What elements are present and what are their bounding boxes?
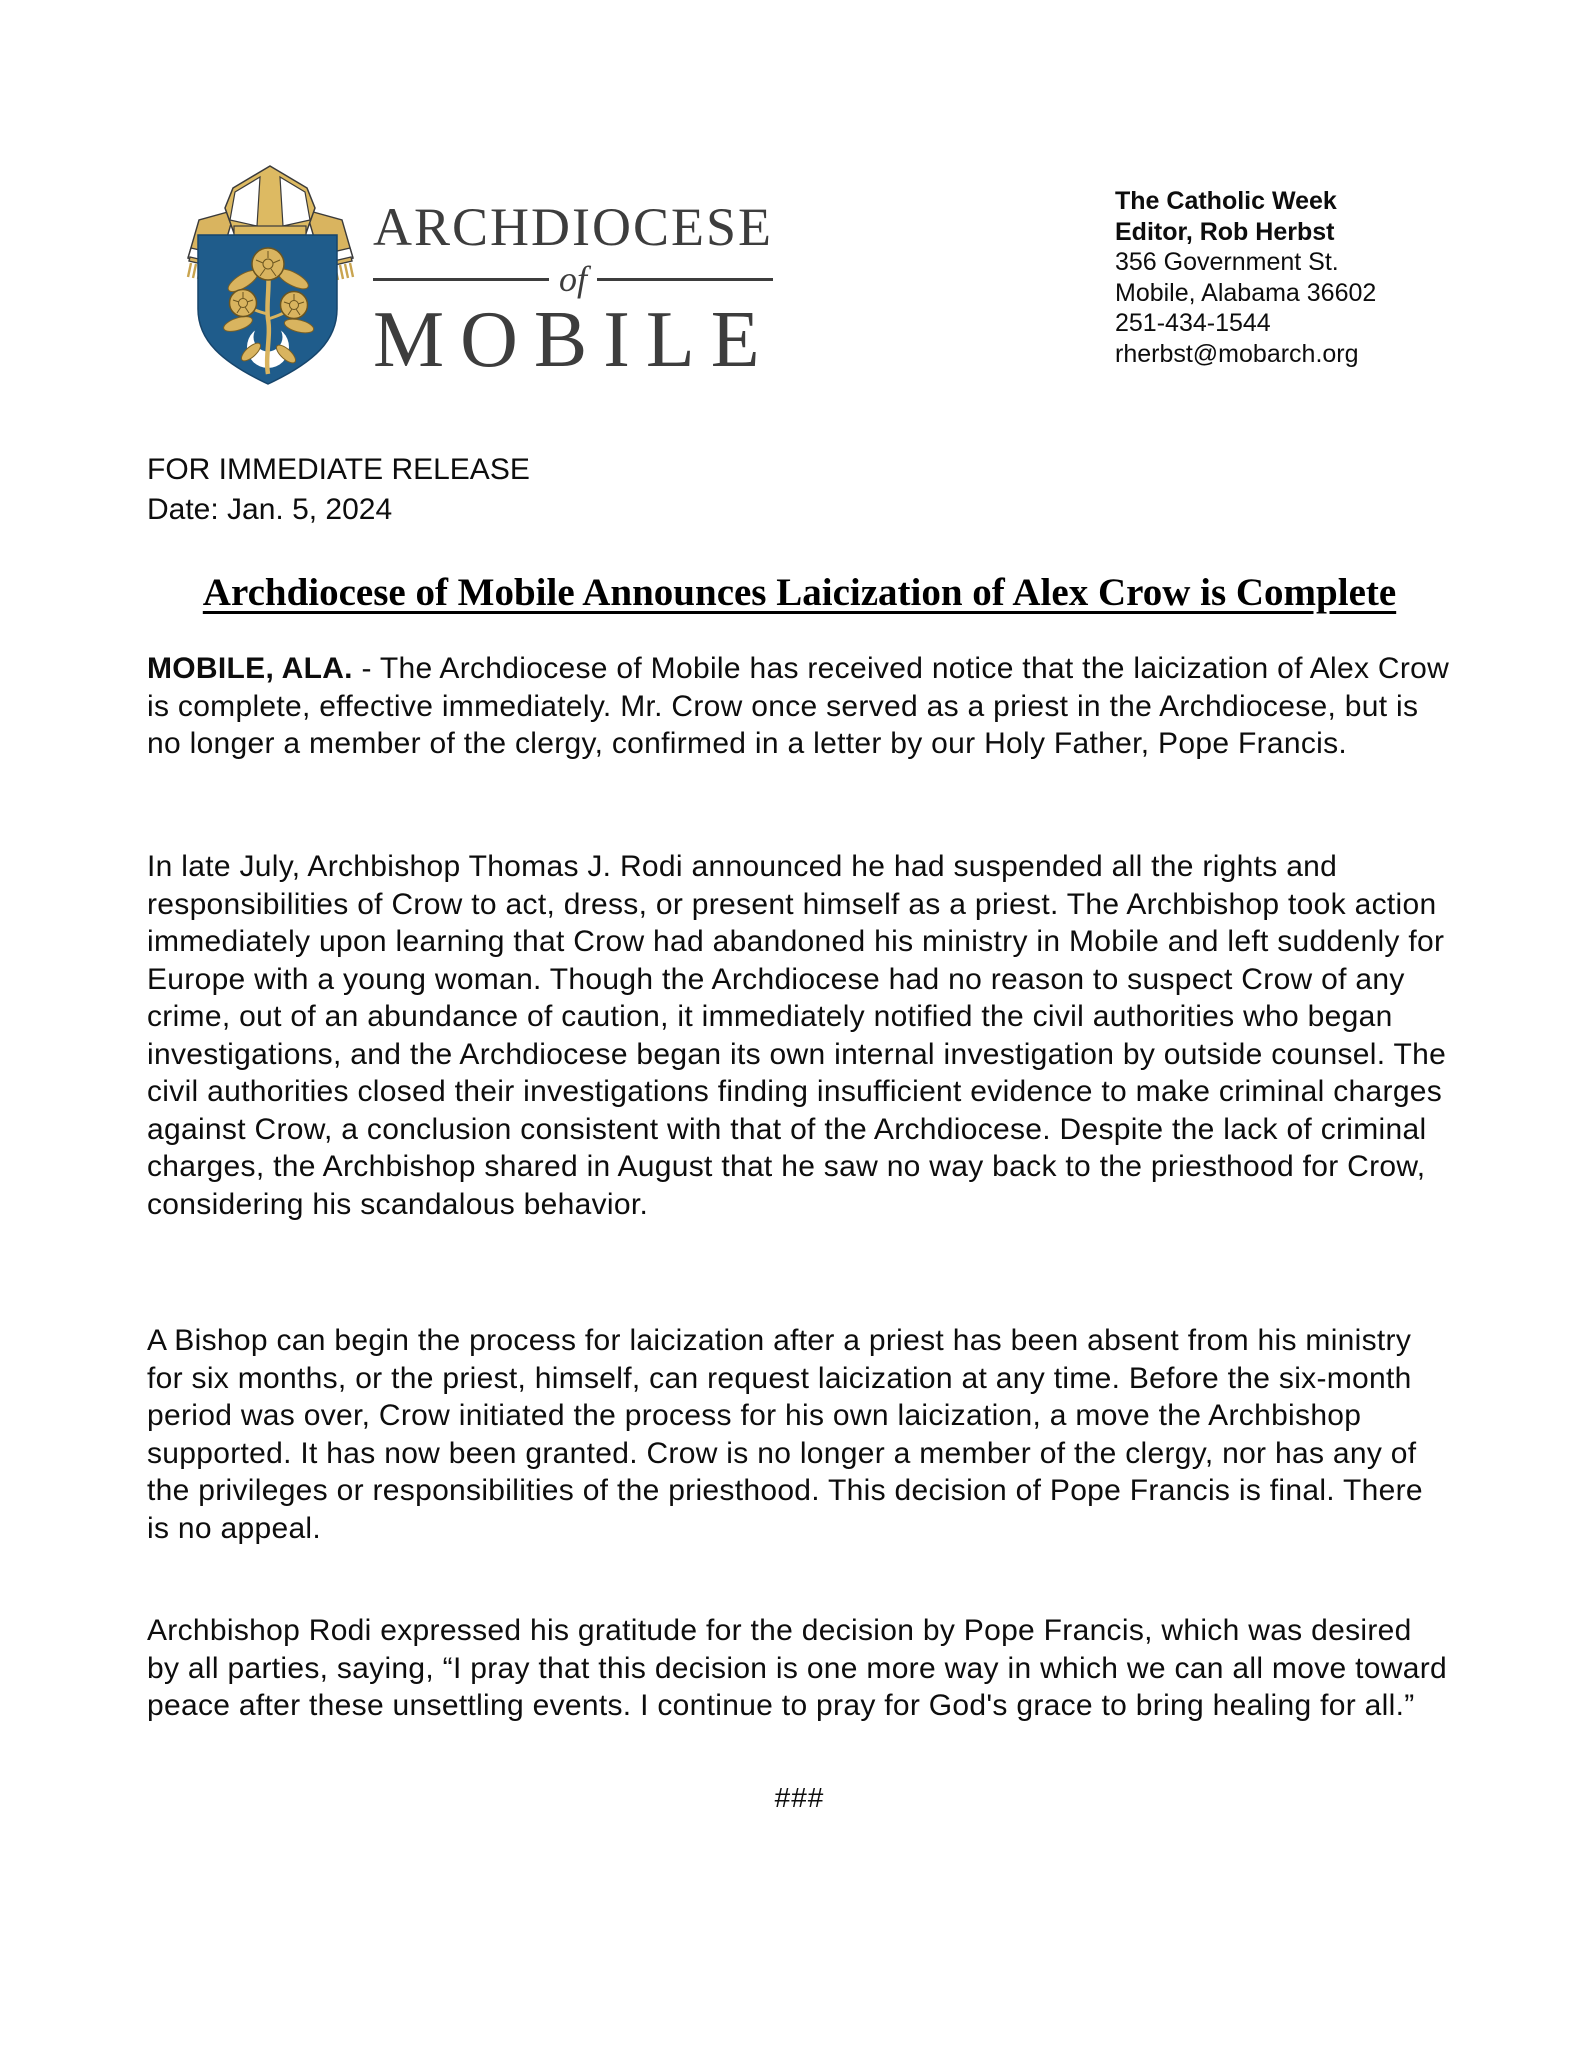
org-wordmark (373, 197, 776, 384)
paragraph-3: A Bishop can begin the process for laicization after a priest has been absent from his ministry for six months, or the priest, himself, can request laicization at any time. Before the six-month period was over, Crow initiated the process for his own laicization, a move the Archbishop supported. It has now been granted. Crow is no longer a member of the clergy, nor has any of the privileges or responsibilities of the priesthood. This decision of Pope Francis is final. There is no appeal. (147, 1324, 1423, 1545)
contact-street: 356 Government St. (1115, 248, 1339, 276)
wordmark-rule-right (597, 278, 773, 281)
release-block (147, 450, 530, 530)
wordmark-rule-left (373, 278, 549, 281)
wordmark-archdiocese: ARCHDIOCESE (373, 197, 774, 257)
contact-block (1115, 186, 1376, 369)
paragraph-1 (147, 650, 1452, 763)
end-mark: ### (774, 1782, 825, 1813)
archdiocese-crest-icon (183, 164, 358, 388)
release-immediate-line: FOR IMMEDIATE RELEASE (147, 453, 530, 486)
release-date-line: Date: Jan. 5, 2024 (147, 493, 393, 526)
paragraph-2: In late July, Archbishop Thomas J. Rodi announced he had suspended all the rights and responsibilities of Crow to act, dress, or present himself as a priest. The Archbishop took action immediately upon learning that Crow had abandoned his ministry in Mobile and left suddenly for Europe with a young woman. Though the Archdiocese had no reason to suspect Crow of any crime, out of an abundance of caution, it immediately notified the civil authorities who began investigations, and the Archdiocese began its own internal investigation by outside counsel. The civil authorities closed their investigations finding insufficient evidence to make criminal charges against Crow, a conclusion consistent with that of the Archdiocese. Despite the lack of criminal charges, the Archbishop shared in August that he saw no way back to the priesthood for Crow, considering his scandalous behavior. (147, 850, 1447, 1221)
contact-email: rherbst@mobarch.org (1115, 339, 1359, 368)
contact-city: Mobile, Alabama 36602 (1115, 278, 1377, 307)
contact-editor: Editor, Rob Herbst (1115, 217, 1335, 246)
wordmark-of: of (559, 259, 588, 299)
headline: Archdiocese of Mobile Announces Laicization of Alex Crow is Complete (202, 571, 1397, 614)
dateline-lead: MOBILE, ALA. (147, 652, 353, 685)
paragraph-1-text: - The Archdiocese of Mobile has received notice that the laicization of Alex Crow is complete, effective immediately. Mr. Crow once served as a priest in the Archdiocese, but is no longer a member of the clergy, confirmed in a letter by our Holy Father, Pope Francis. (147, 652, 1450, 760)
contact-publication: The Catholic Week (1115, 187, 1337, 215)
wordmark-mobile: MOBILE (373, 296, 776, 384)
wordmark-divider (373, 259, 773, 299)
paragraph-4: Archbishop Rodi expressed his gratitude for the decision by Pope Francis, which was desired by all parties, saying, “I pray that this decision is one more way in which we can all move toward peace after these unsettling events. I continue to pray for God's grace to bring healing for all.” (147, 1614, 1447, 1722)
contact-phone: 251-434-1544 (1115, 309, 1271, 337)
